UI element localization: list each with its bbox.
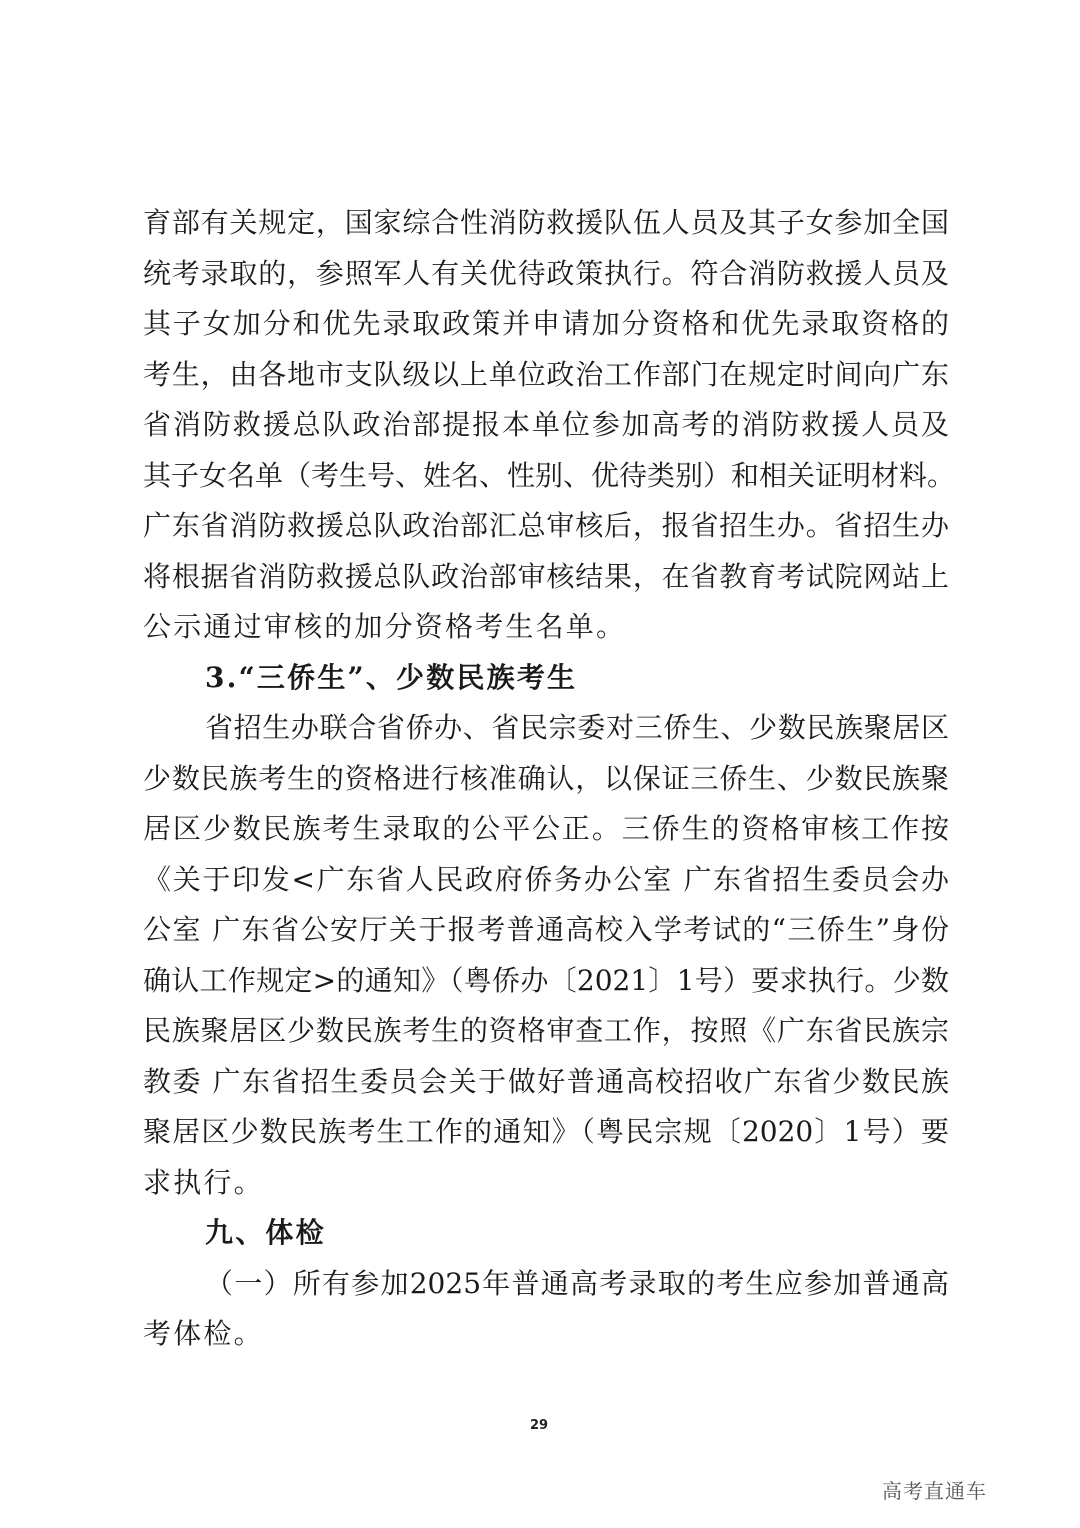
paragraph-line: 聚居区少数民族考生工作的通知》（粤民宗规〔2020〕1号）要 — [143, 1115, 949, 1148]
paragraph-line: 《关于印发<广东省人民政府侨务办公室 广东省招生委员会办 — [143, 862, 949, 896]
watermark-label: 高考直通车 — [882, 1479, 987, 1503]
paragraph-line: 少数民族考生的资格进行核准确认，以保证三侨生、少数民族聚 — [143, 761, 949, 795]
paragraph-line: 民族聚居区少数民族考生的资格审查工作，按照《广东省民族宗 — [143, 1014, 949, 1047]
page-number: 29 — [530, 1418, 549, 1433]
paragraph-line: 其子女名单（考生号、姓名、性别、优待类别）和相关证明材料。 — [143, 458, 956, 492]
section-heading-physical-exam: 九、体检 — [205, 1216, 326, 1249]
paragraph-line: 统考录取的，参照军人有关优待政策执行。符合消防救援人员及 — [143, 256, 949, 290]
paragraph-line: 公示通过审核的加分资格考生名单。 — [143, 610, 627, 643]
paragraph-line: 其子女加分和优先录取政策并申请加分资格和优先录取资格的 — [143, 307, 949, 340]
document-body — [143, 198, 956, 1360]
paragraph-line: 广东省消防救援总队政治部汇总审核后，报省招生办。省招生办 — [143, 509, 949, 542]
paragraph-line: 省消防救援总队政治部提报本单位参加高考的消防救援人员及 — [143, 408, 949, 441]
paragraph-line: 育部有关规定，国家综合性消防救援队伍人员及其子女参加全国 — [143, 206, 949, 239]
paragraph-line: 求执行。 — [143, 1165, 264, 1199]
paragraph-line: 教委 广东省招生委员会关于做好普通高校招收广东省少数民族 — [143, 1064, 949, 1098]
paragraph-line: 考生，由各地市支队级以上单位政治工作部门在规定时间向广东 — [143, 357, 949, 391]
paragraph-line: 公室 广东省公安厅关于报考普通高校入学考试的“三侨生”身份 — [143, 913, 949, 946]
paragraph-line: 考体检。 — [143, 1317, 264, 1350]
section-heading-sanqiaosheng: 3.“三侨生”、少数民族考生 — [205, 660, 578, 694]
paragraph-line: （一）所有参加2025年普通高考录取的考生应参加普通高 — [205, 1266, 949, 1300]
paragraph-line: 将根据省消防救援总队政治部审核结果，在省教育考试院网站上 — [143, 559, 949, 593]
paragraph-line: 确认工作规定>的通知》（粤侨办〔2021〕1号）要求执行。少数 — [143, 963, 949, 997]
paragraph-line: 省招生办联合省侨办、省民宗委对三侨生、少数民族聚居区 — [205, 711, 949, 744]
paragraph-line: 居区少数民族考生录取的公平公正。三侨生的资格审核工作按 — [143, 812, 949, 845]
